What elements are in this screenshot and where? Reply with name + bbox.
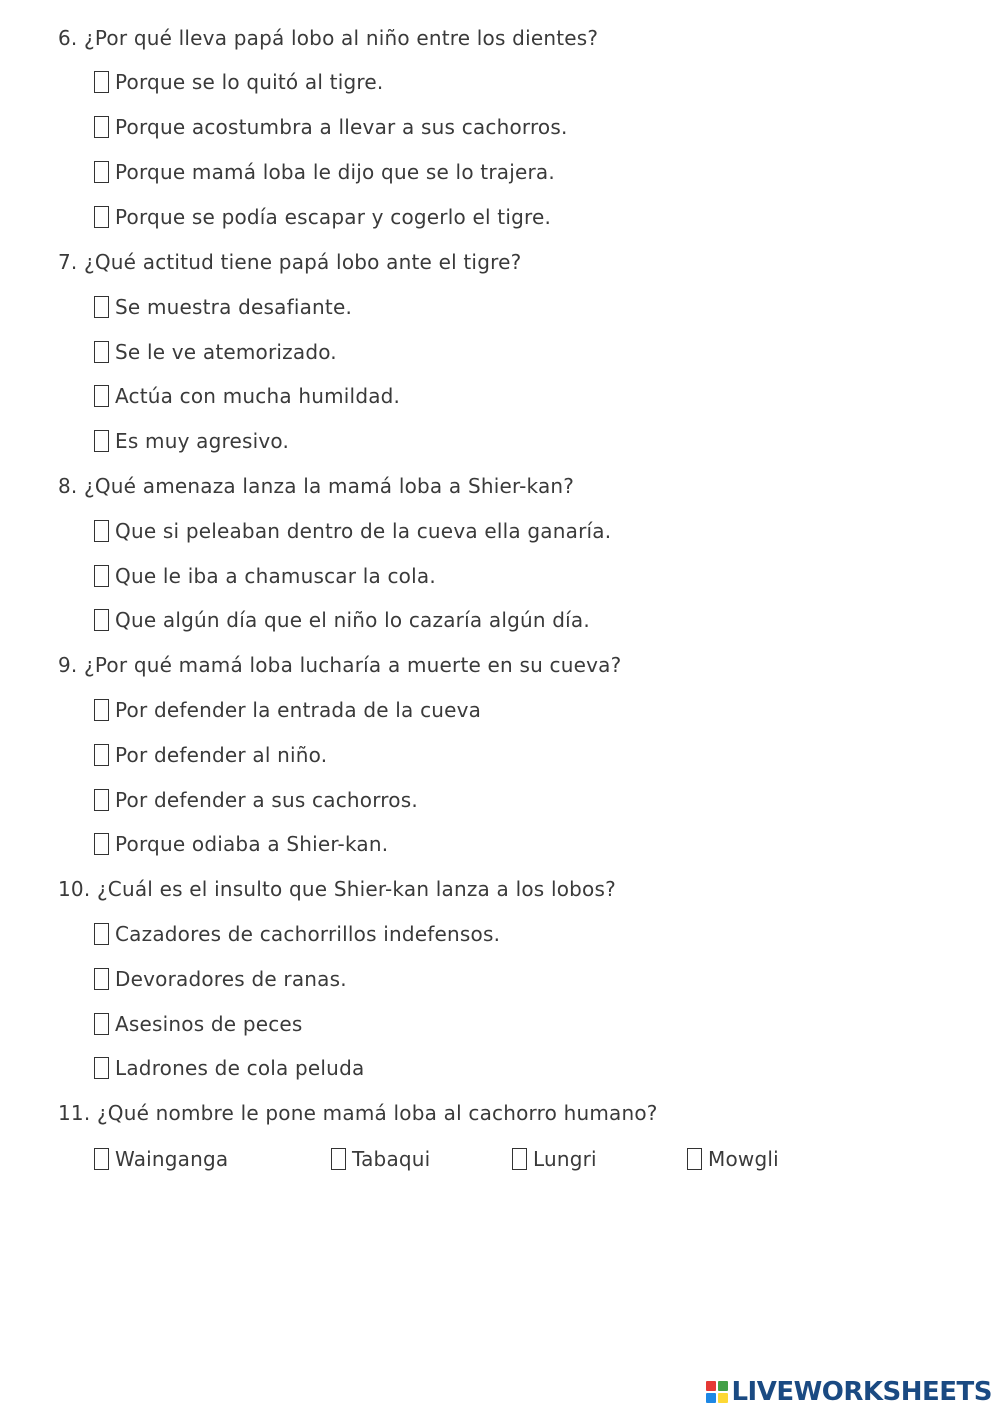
question-11: 11. ¿Qué nombre le pone mamá loba al cachorro humano? — [58, 1101, 658, 1125]
option-label: Cazadores de cachorrillos indefensos. — [115, 922, 501, 946]
checkbox[interactable] — [94, 206, 109, 228]
checkbox[interactable] — [94, 968, 109, 990]
q7-option-4 — [94, 427, 289, 455]
checkbox[interactable] — [94, 296, 109, 318]
q6-option-3 — [94, 158, 555, 186]
q10-option-2 — [94, 965, 347, 993]
option-label: Ladrones de cola peluda — [115, 1056, 365, 1080]
question-9: 9. ¿Por qué mamá loba lucharía a muerte en su cueva? — [58, 653, 622, 677]
q9-option-1 — [94, 696, 481, 724]
q9-option-2 — [94, 741, 327, 769]
option-label: Wainganga — [115, 1147, 229, 1171]
checkbox[interactable] — [94, 161, 109, 183]
option-label: Que si peleaban dentro de la cueva ella ganaría. — [115, 519, 612, 543]
q8-option-3 — [94, 606, 590, 634]
q10-option-3 — [94, 1010, 303, 1038]
checkbox[interactable] — [94, 1057, 109, 1079]
brand-name: LIVEWORKSHEETS — [731, 1377, 992, 1407]
question-8: 8. ¿Qué amenaza lanza la mamá loba a Shier-kan? — [58, 474, 575, 498]
option-label: Por defender la entrada de la cueva — [115, 698, 482, 722]
question-6: 6. ¿Por qué lleva papá lobo al niño entre los dientes? — [58, 26, 599, 50]
checkbox[interactable] — [94, 71, 109, 93]
option-label: Porque se podía escapar y cogerlo el tigre. — [115, 205, 552, 229]
checkbox[interactable] — [94, 744, 109, 766]
q9-option-3 — [94, 786, 418, 814]
checkbox[interactable] — [331, 1148, 346, 1170]
q11-options-row — [0, 1145, 1000, 1173]
option-label: Porque acostumbra a llevar a sus cachorros. — [115, 115, 568, 139]
liveworksheets-logo — [706, 1377, 992, 1407]
option-label: Por defender a sus cachorros. — [115, 788, 418, 812]
q11-option-1 — [94, 1145, 228, 1173]
checkbox[interactable] — [94, 1148, 109, 1170]
checkbox[interactable] — [94, 1013, 109, 1035]
option-label: Lungri — [533, 1147, 597, 1171]
q11-option-4 — [687, 1145, 779, 1173]
q10-option-4 — [94, 1054, 364, 1082]
liveworksheets-logo-icon — [706, 1381, 728, 1403]
option-label: Porque odiaba a Shier-kan. — [115, 832, 389, 856]
checkbox[interactable] — [687, 1148, 702, 1170]
checkbox[interactable] — [94, 565, 109, 587]
option-label: Que le iba a chamuscar la cola. — [115, 564, 436, 588]
q11-option-2 — [331, 1145, 430, 1173]
checkbox[interactable] — [94, 116, 109, 138]
option-label: Tabaqui — [352, 1147, 431, 1171]
question-10: 10. ¿Cuál es el insulto que Shier-kan lanza a los lobos? — [58, 877, 616, 901]
option-label: Devoradores de ranas. — [115, 967, 347, 991]
option-label: Mowgli — [708, 1147, 779, 1171]
q8-option-1 — [94, 517, 611, 545]
checkbox[interactable] — [94, 923, 109, 945]
checkbox[interactable] — [94, 833, 109, 855]
option-label: Se muestra desafiante. — [115, 295, 353, 319]
checkbox[interactable] — [94, 385, 109, 407]
option-label: Actúa con mucha humildad. — [115, 384, 401, 408]
q7-option-2 — [94, 338, 337, 366]
q6-option-4 — [94, 203, 551, 231]
q6-option-1 — [94, 68, 383, 96]
q7-option-1 — [94, 293, 352, 321]
checkbox[interactable] — [94, 430, 109, 452]
checkbox[interactable] — [94, 520, 109, 542]
option-label: Porque mamá loba le dijo que se lo trajera. — [115, 160, 555, 184]
option-label: Se le ve atemorizado. — [115, 340, 337, 364]
checkbox[interactable] — [94, 609, 109, 631]
option-label: Es muy agresivo. — [115, 429, 290, 453]
checkbox[interactable] — [94, 789, 109, 811]
q9-option-4 — [94, 830, 388, 858]
question-7: 7. ¿Qué actitud tiene papá lobo ante el tigre? — [58, 250, 522, 274]
checkbox[interactable] — [94, 699, 109, 721]
q8-option-2 — [94, 562, 436, 590]
q6-option-2 — [94, 113, 568, 141]
option-label: Que algún día que el niño lo cazaría algún día. — [115, 608, 590, 632]
q11-option-3 — [512, 1145, 597, 1173]
checkbox[interactable] — [512, 1148, 527, 1170]
option-label: Por defender al niño. — [115, 743, 328, 767]
q7-option-3 — [94, 382, 400, 410]
option-label: Asesinos de peces — [115, 1012, 303, 1036]
checkbox[interactable] — [94, 341, 109, 363]
option-label: Porque se lo quitó al tigre. — [115, 70, 384, 94]
q10-option-1 — [94, 920, 500, 948]
